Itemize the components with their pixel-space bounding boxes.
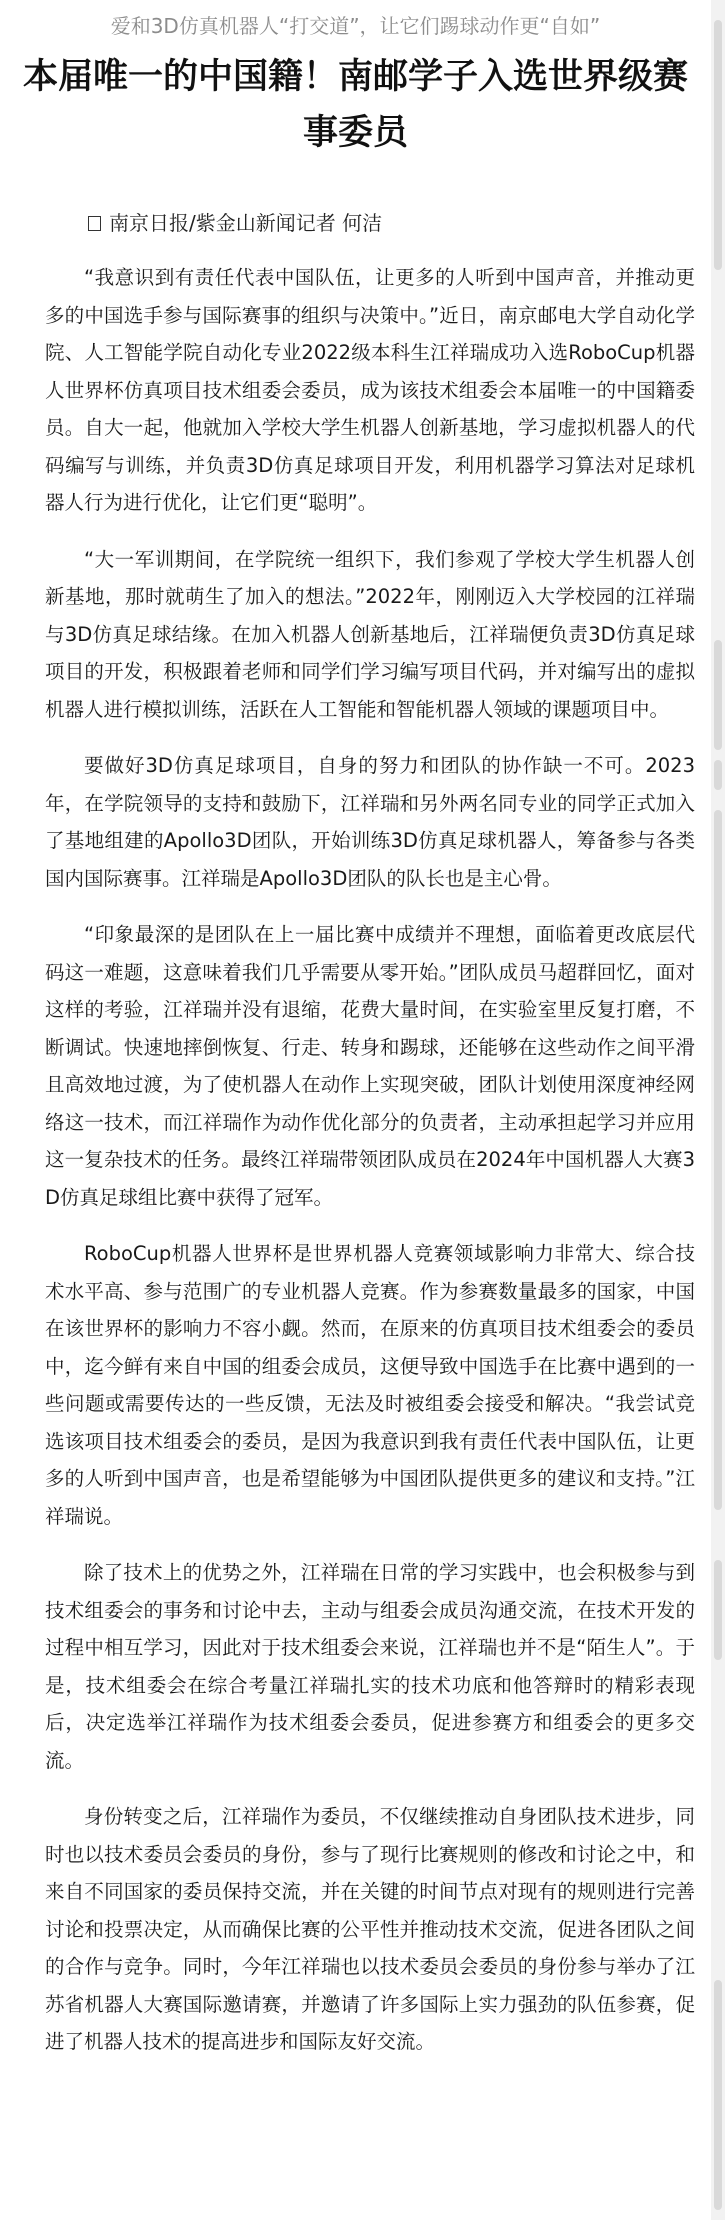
scrollbar-segment[interactable] (714, 810, 722, 1510)
byline (88, 209, 711, 237)
scrollbar-segment[interactable] (714, 1980, 722, 2210)
scrollbar-segment[interactable] (714, 1560, 722, 1660)
article-paragraph: 要做好3D仿真足球项目，自身的努力和团队的协作缺一不可。2023年，在学院领导的支持和鼓励下，江祥瑞和另外两名同专业的同学正式加入了基地组建的Apollo3D团队，开始训练3D仿真足球机器人，筹备参与各类国内国际赛事。江祥瑞是Apollo3D团队的队长也是主心骨。 (45, 754, 695, 890)
article-paragraph: 身份转变之后，江祥瑞作为委员，不仅继续推动自身团队技术进步，同时也以技术委员会委员的身份，参与了现行比赛规则的修改和讨论之中，和来自不同国家的委员保持交流，并在关键的时间节点对现有的规则进行完善讨论和投票决定，从而确保比赛的公平性并推动技术交流，促进各团队之间的合作与竞争。同时，今年江祥瑞也以技术委员会委员的身份参与举办了江苏省机器人大赛国际邀请赛，并邀请了许多国际上实力强劲的队伍参赛，促进了机器人技术的提高进步和国际友好交流。 (45, 1805, 695, 2053)
scrollbar-segment[interactable] (714, 760, 722, 790)
byline-text: 南京日报/紫金山新闻记者 何洁 (109, 211, 383, 235)
vertical-scrollbar[interactable] (711, 0, 725, 2220)
article-subtitle: 爱和3D仿真机器人“打交道”，让它们踢球动作更“自如” (110, 14, 601, 38)
article-paragraph: “印象最深的是团队在上一届比赛中成绩并不理想，面临着更改底层代码这一难题，这意味着我们几乎需要从零开始。”团队成员马超群回忆，面对这样的考验，江祥瑞并没有退缩，花费大量时间，在实验室里反复打磨，不断调试。快速地摔倒恢复、行走、转身和踢球，还能够在这些动作之间平滑且高效地过渡，为了使机器人在动作上实现突破，团队计划使用深度神经网络这一技术，而江祥瑞作为动作优化部分的负责者，主动承担起学习并应用这一复杂技术的任务。最终江祥瑞带领团队成员在2024年中国机器人大赛3D仿真足球组比赛中获得了冠军。 (45, 923, 695, 1209)
article-paragraph: “我意识到有责任代表中国队伍，让更多的人听到中国声音，并推动更多的中国选手参与国际赛事的组织与决策中。”近日，南京邮电大学自动化学院、人工智能学院自动化专业2022级本科生江祥瑞成功入选RoboCup机器人世界杯仿真项目技术组委会委员，成为该技术组委会本届唯一的中国籍委员。自大一起，他就加入学校大学生机器人创新基地，学习虚拟机器人的代码编写与训练，并负责3D仿真足球项目开发，利用机器学习算法对足球机器人行为进行优化，让它们更“聪明”。 (45, 266, 695, 514)
checkbox-square-icon (88, 216, 101, 231)
article-paragraph: RoboCup机器人世界杯是世界机器人竞赛领域影响力非常大、综合技术水平高、参与范围广的专业机器人竞赛。作为参赛数量最多的国家，中国在该世界杯的影响力不容小觑。然而，在原来的仿真项目技术组委会的委员中，迄今鲜有来自中国的组委会成员，这便导致中国选手在比赛中遇到的一些问题或需要传达的一些反馈，无法及时被组委会接受和解决。“我尝试竞选该项目技术组委会的委员，是因为我意识到我有责任代表中国队伍，让更多的人听到中国声音，也是希望能够为中国团队提供更多的建议和支持。”江祥瑞说。 (45, 1242, 695, 1528)
article-paragraph: “大一军训期间，在学院统一组织下，我们参观了学校大学生机器人创新基地，那时就萌生了加入的想法。”2022年，刚刚迈入大学校园的江祥瑞与3D仿真足球结缘。在加入机器人创新基地后，江祥瑞便负责3D仿真足球项目的开发，积极跟着老师和同学们学习编写项目代码，并对编写出的虚拟机器人进行模拟训练，活跃在人工智能和智能机器人领域的课题项目中。 (45, 547, 695, 721)
article-body (45, 259, 695, 2061)
article-title: 本届唯一的中国籍！南邮学子入选世界级赛事委员 (22, 57, 688, 153)
scrollbar-thumb[interactable] (714, 20, 722, 270)
article-paragraph: 除了技术上的优势之外，江祥瑞在日常的学习实践中，也会积极参与到技术组委会的事务和讨论中去，主动与组委会成员沟通交流，在技术开发的过程中相互学习，因此对于技术组委会来说，江祥瑞也并不是“陌生人”。于是，技术组委会在综合考量江祥瑞扎实的技术功底和他答辩时的精彩表现后，决定选举江祥瑞作为技术组委会委员，促进参赛方和组委会的更多交流。 (45, 1561, 695, 1772)
scrollbar-segment[interactable] (714, 640, 722, 750)
